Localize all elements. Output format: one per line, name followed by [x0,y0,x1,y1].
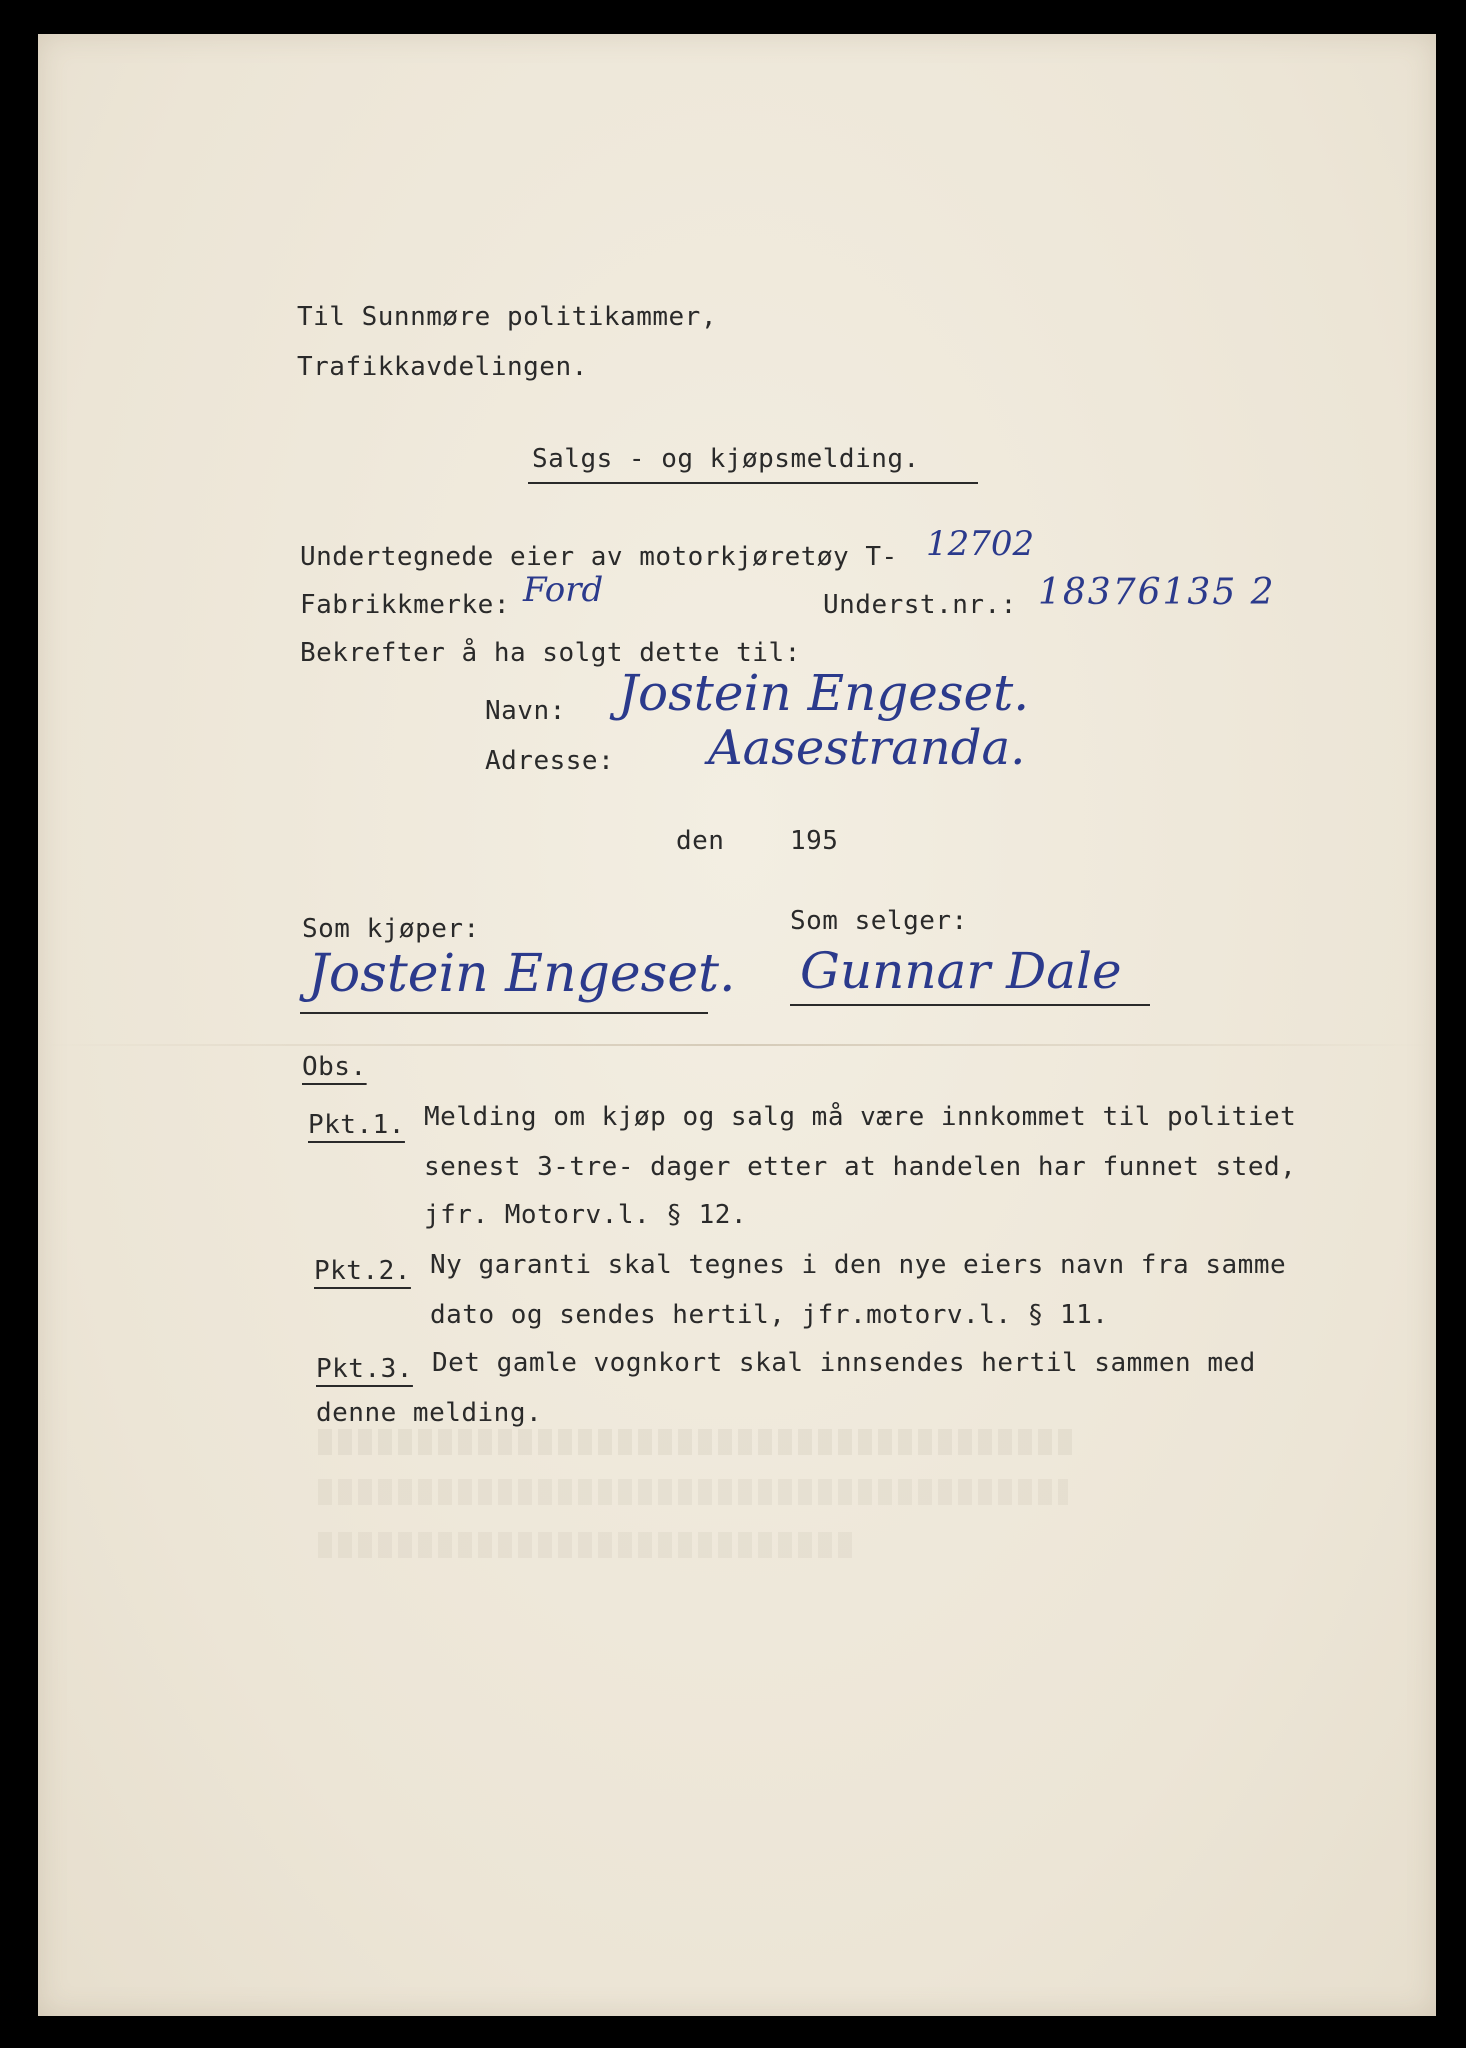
make-value: Ford [523,570,604,610]
recipient-line-1: Til Sunnmøre politikammer, [297,302,717,332]
buyer-signature: Jostein Engeset. [308,944,736,1004]
owner-line-label: Undertegnede eier av motorkjøretøy T- [300,542,898,572]
confirm-line: Bekrefter å ha solgt dette til: [300,638,801,668]
chassis-label: Underst.nr.: [823,590,1017,620]
pkt1-label: Pkt.1. [308,1110,405,1140]
date-den: den [676,826,725,856]
show-through-mark [318,1429,1078,1455]
name-label: Navn: [485,696,566,726]
pkt1-line-2: senest 3-tre- dager etter at handelen har funnet sted, [424,1152,1297,1182]
document-page [38,34,1436,2016]
address-value: Aasestranda. [708,720,1026,776]
show-through-mark [318,1532,858,1558]
make-label: Fabrikkmerke: [300,590,510,620]
chassis-value: 18376135 2 [1038,572,1276,613]
pkt2-label: Pkt.2. [314,1256,411,1286]
pkt1-line-3: jfr. Motorv.l. § 12. [424,1200,748,1230]
date-year: 195 [790,826,839,856]
title-underline [528,482,978,484]
recipient-line-2: Trafikkavdelingen. [297,352,588,382]
owner-vehicle-number: 12702 [926,524,1035,564]
show-through-mark [318,1479,1068,1505]
pkt3-line-2: denne melding. [316,1398,543,1428]
page-fold [38,1044,1436,1046]
pkt1-line-1: Melding om kjøp og salg må være innkommet til politiet [424,1102,1297,1132]
pkt3-line-1: Det gamle vognkort skal innsendes hertil sammen med [432,1348,1256,1378]
name-value: Jostein Engeset. [618,664,1030,722]
seller-signature-line [790,1004,1150,1006]
address-label: Adresse: [485,746,615,776]
document-title: Salgs - og kjøpsmelding. [532,444,920,474]
seller-signature: Gunnar Dale [800,942,1122,1000]
pkt2-line-1: Ny garanti skal tegnes i den nye eiers navn fra samme [430,1250,1287,1280]
pkt2-line-2: dato og sendes hertil, jfr.motorv.l. § 11. [430,1300,1109,1330]
seller-label: Som selger: [790,906,968,936]
pkt3-label: Pkt.3. [316,1354,413,1384]
buyer-label: Som kjøper: [302,914,480,944]
obs-label: Obs. [302,1052,367,1082]
buyer-signature-line [300,1012,708,1014]
